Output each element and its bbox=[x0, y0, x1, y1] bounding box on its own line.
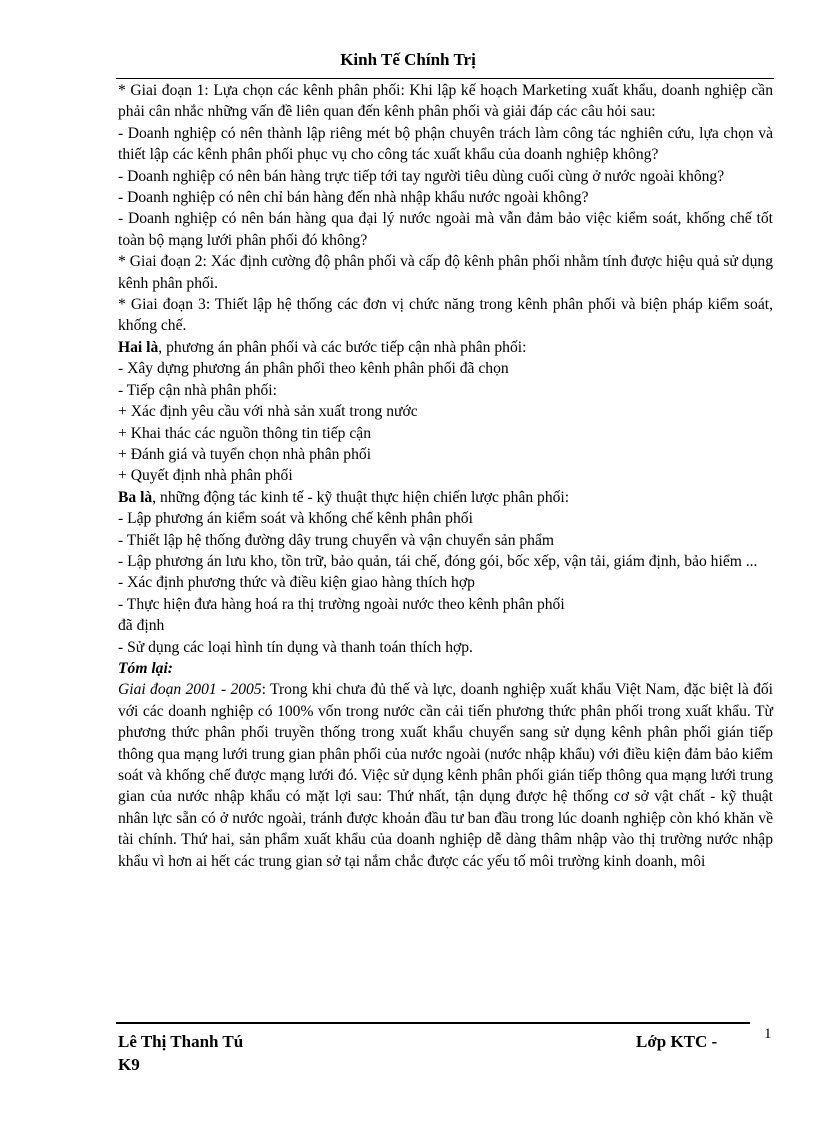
summary-text: : Trong khi chưa đủ thế và lực, doanh nghiệp xuất khẩu Việt Nam, đặc biệt là đối với các doanh nghiệp có 100% vốn trong nước cần cải tiến phương thức phân phối trong xuất khẩu. Từ phương thức phân phối truyền thống trong xuất khẩu chuyển sang sử dụng kênh phân phối gián tiếp thông qua mạng lưới trung gian phân phối của nước ngoài (nước nhập khẩu) với điều kiện đảm bảo kiểm soát và khống chế được mạng lưới đó. Việc sử dụng kênh phân phối gián tiếp thông qua mạng lưới trung gian của nước nhập khẩu có mặt lợi sau: Thứ nhất, tận dụng được hệ thống cơ sở vật chất - kỹ thuật nhân lực sẵn có ở nước ngoài, tránh được khoản đầu tư ban đầu trong lúc doanh nghiệp còn khó khăn về tài chính. Thứ hai, sản phẩm xuất khẩu của doanh nghiệp dễ dàng thâm nhập vào thị trường nước nhập khẩu vì hơn ai hết các trung gian sở tại nắm chắc được các yếu tố môi trường kinh doanh, môi bbox=[118, 681, 773, 870]
list-item: - Lập phương án lưu kho, tồn trữ, bảo quản, tái chế, đóng gói, bốc xếp, vận tải, giám định, bảo hiểm ... bbox=[118, 552, 758, 570]
list-item: - Thiết lập hệ thống đường dây trung chuyển và vận chuyển sản phẩm bbox=[118, 531, 555, 549]
list-item: + Đánh giá và tuyển chọn nhà phân phối bbox=[118, 445, 372, 463]
question-1: - Doanh nghiệp có nên thành lập riêng mét bộ phận chuyên trách làm công tác nghiên cứu, lựa chọn và thiết lập các kênh phân phối phục vụ cho công tác xuất khẩu của doanh nghiệp không? bbox=[118, 124, 773, 164]
list-item: + Khai thác các nguồn thông tin tiếp cận bbox=[118, 424, 372, 442]
paragraph-stage-3: * Giai đoạn 3: Thiết lập hệ thống các đơn vị chức năng trong kênh phân phối và biện pháp kiểm soát, khống chế. bbox=[118, 296, 773, 335]
question-4: - Doanh nghiệp có nên bán hàng qua đại lý nước ngoài mà vẫn đảm bảo việc kiểm soát, khống chế tốt toàn bộ mạng lưới phân phối đó không? bbox=[118, 210, 773, 249]
list-item: - Lập phương án kiểm soát và khống chế kênh phân phối bbox=[118, 510, 473, 528]
paragraph-third-point bbox=[118, 487, 773, 508]
paragraph-stage-1: * Giai đoạn 1: Lựa chọn các kênh phân phối: Khi lập kế hoạch Marketing xuất khẩu, doanh nghiệp cần phải cân nhắc những vấn đề liên quan đến kênh phân phối và giải đáp các câu hỏi sau: bbox=[118, 82, 773, 121]
footer-author: Lê Thị Thanh Tú bbox=[118, 1032, 244, 1051]
second-point-text: , phương án phân phối và các bước tiếp cận nhà phân phối: bbox=[158, 338, 527, 356]
summary-period: Giai đoạn 2001 - 2005 bbox=[118, 681, 262, 699]
second-point-lead: Hai là bbox=[118, 338, 159, 356]
header-divider bbox=[116, 78, 774, 79]
page-number: 1 bbox=[764, 1026, 772, 1042]
list-item-continuation: đã định bbox=[118, 617, 165, 635]
paragraph-stage-2: * Giai đoạn 2: Xác định cường độ phân phối và cấp độ kênh phân phối nhằm tính được hiệu quả sử dụng kênh phân phối. bbox=[118, 253, 773, 292]
footer-cohort: K9 bbox=[118, 1055, 140, 1074]
third-point-lead: Ba là bbox=[118, 488, 153, 506]
list-item: + Quyết định nhà phân phối bbox=[118, 467, 293, 485]
list-item: - Thực hiện đưa hàng hoá ra thị trường ngoài nước theo kênh phân phối bbox=[118, 595, 565, 613]
list-item: - Sử dụng các loại hình tín dụng và thanh toán thích hợp. bbox=[118, 638, 473, 656]
paragraph-second-point bbox=[118, 337, 773, 358]
third-point-text: , những động tác kinh tế - kỹ thuật thực hiện chiến lược phân phối: bbox=[152, 488, 570, 506]
document-body bbox=[118, 80, 773, 872]
summary-heading: Tóm lại: bbox=[118, 659, 174, 677]
page-header-title: Kinh Tế Chính Trị bbox=[340, 50, 476, 69]
list-item: - Xác định phương thức và điều kiện giao hàng thích hợp bbox=[118, 574, 475, 592]
list-item: - Xây dựng phương án phân phối theo kênh phân phối đã chọn bbox=[118, 360, 509, 378]
list-item: + Xác định yêu cầu với nhà sản xuất trong nước bbox=[118, 403, 418, 421]
question-2: - Doanh nghiệp có nên bán hàng trực tiếp tới tay người tiêu dùng cuối cùng ở nước ngoài không? bbox=[118, 167, 725, 185]
list-item: - Tiếp cận nhà phân phối: bbox=[118, 381, 277, 399]
question-3: - Doanh nghiệp có nên chỉ bán hàng đến nhà nhập khẩu nước ngoài không? bbox=[118, 189, 589, 207]
footer-divider bbox=[116, 1022, 750, 1024]
footer-class-label: Lớp KTC - bbox=[636, 1032, 718, 1051]
summary-paragraph bbox=[118, 679, 773, 872]
